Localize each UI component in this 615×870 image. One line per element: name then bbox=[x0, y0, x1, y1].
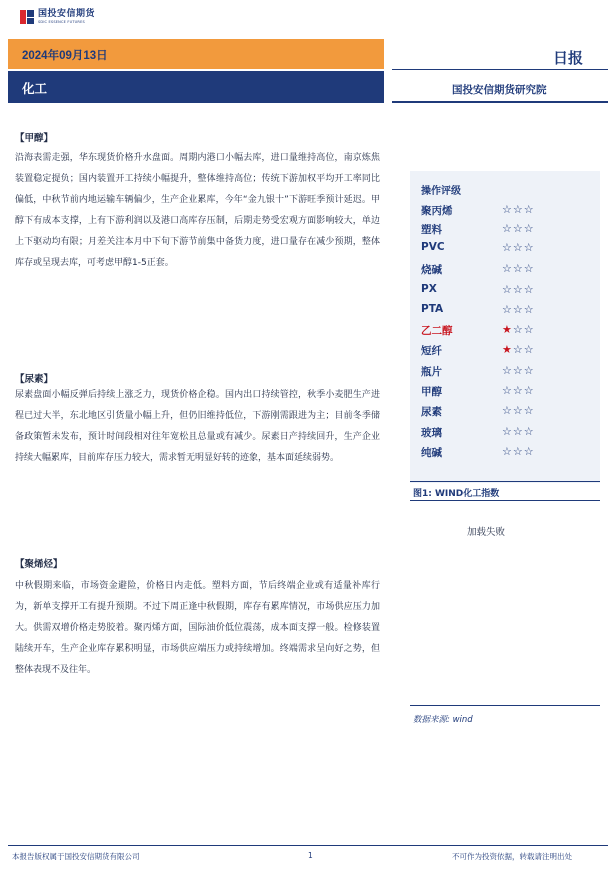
rating-row bbox=[421, 283, 561, 301]
rating-name: 瓶片 bbox=[421, 366, 442, 378]
rating-row bbox=[421, 203, 561, 221]
section-body-urea: 尿素盘面小幅反弹后持续上涨乏力，现货价格企稳。国内出口持续管控，秋季小麦肥生产进程已过大半，东北地区引货量小幅上升，但仍旧维持低位，下游刚需跟进为主；目前冬季储备政策暂未发布，预计时间段相对往年宽松且总量或有减少。尿素日产持续回升，生产企业持续大幅累库，目前库存压力较大，需求暂无明显好转的迹象，基本面延续弱势。 bbox=[15, 390, 380, 463]
section-title-methanol: 【甲醇】 bbox=[15, 133, 54, 144]
star-rating-icon: ☆☆☆ bbox=[502, 203, 535, 216]
rating-row bbox=[421, 425, 561, 443]
star-rating-icon: ☆☆☆ bbox=[502, 445, 535, 458]
rating-row bbox=[421, 222, 561, 240]
rating-row bbox=[421, 384, 561, 402]
star-rating-icon: ☆☆☆ bbox=[502, 384, 535, 397]
company-logo bbox=[20, 10, 95, 25]
section-body-polyolefin: 中秋假期来临，市场资金避险，价格日内走低。塑料方面，节后终端企业或有适量补库行为，新单支撑开工有提升预期。不过下周正逢中秋假期，库存有累库情况，市场供应压力加大。供需双增价格走势胶着。聚丙烯方面，国际油价低位震荡，成本面支撑一般。检修装置陆续开车，生产企业库存累积明显，市场供应端压力或持续增加。终端需求呈向好之势，但整体表现不及往年。 bbox=[15, 581, 380, 675]
page-number: 1 bbox=[308, 851, 313, 860]
rating-name: 聚丙烯 bbox=[421, 205, 453, 217]
rating-name: 塑料 bbox=[421, 224, 442, 236]
rating-row bbox=[421, 303, 561, 321]
figure-top-rule bbox=[410, 481, 600, 482]
rating-row bbox=[421, 343, 561, 361]
figure-load-failed: 加载失败 bbox=[467, 527, 506, 538]
header-bottom-divider bbox=[392, 101, 608, 103]
star-rating-icon: ☆☆☆ bbox=[502, 283, 535, 296]
rating-name: 玻璃 bbox=[421, 427, 442, 439]
star-rating-icon: ★☆☆ bbox=[502, 323, 535, 336]
rating-name: 乙二醇 bbox=[421, 325, 453, 337]
footer-copyright: 本报告版权属于国投安信期货有限公司 bbox=[12, 852, 140, 861]
star-rating-icon: ★☆☆ bbox=[502, 343, 535, 356]
logo-mark-icon bbox=[20, 10, 34, 24]
rating-name: 烧碱 bbox=[421, 264, 442, 276]
rating-row bbox=[421, 404, 561, 422]
star-rating-icon: ☆☆☆ bbox=[502, 404, 535, 417]
sector-bar bbox=[8, 71, 384, 103]
sector-label: 化工 bbox=[22, 81, 48, 96]
star-rating-icon: ☆☆☆ bbox=[502, 222, 535, 235]
rating-row bbox=[421, 241, 561, 259]
rating-row bbox=[421, 364, 561, 382]
rating-panel-title: 操作评级 bbox=[421, 186, 461, 197]
rating-name: PVC bbox=[421, 241, 445, 253]
rating-row bbox=[421, 445, 561, 463]
report-type-title: 日报 bbox=[553, 49, 584, 67]
institute-name: 国投安信期货研究院 bbox=[452, 84, 547, 96]
rating-row bbox=[421, 323, 561, 341]
footer-divider bbox=[8, 845, 608, 846]
section-body-methanol: 沿海表需走强，华东现货价格升水盘面。周期内港口小幅去库，进口量维持高位，南京炼焦装置稳定提负；国内装置开工持续小幅提升，整体维持高位；传统下游加权平均开工率同比偏低，中秋节前内地运输车辆偏少，生产企业累库，今年“金九银十”下游旺季预计延迟。甲醇下有成本支撑，上有下游利润以及港口高库存压制，后期走势受宏观方面影响较大，单边上下驱动均有限；月差关注本月中下旬下游节前集中备货力度，进口量存在减少预期，整体库存或呈现去库，可考虑甲醇1-5正套。 bbox=[15, 153, 380, 268]
figure-caption: 图1: WIND化工指数 bbox=[413, 489, 500, 499]
header-divider bbox=[392, 69, 608, 70]
figure-source: 数据来源: wind bbox=[413, 715, 473, 725]
star-rating-icon: ☆☆☆ bbox=[502, 303, 535, 316]
star-rating-icon: ☆☆☆ bbox=[502, 364, 535, 377]
rating-name: 甲醇 bbox=[421, 386, 442, 398]
section-title-polyolefin: 【聚烯烃】 bbox=[15, 559, 63, 570]
section-title-urea: 【尿素】 bbox=[15, 374, 54, 385]
rating-row bbox=[421, 262, 561, 280]
figure-bottom-rule bbox=[410, 705, 600, 706]
rating-name: PTA bbox=[421, 303, 444, 315]
logo-text-cn: 国投安信期货 bbox=[38, 9, 96, 19]
report-date: 2024年09月13日 bbox=[22, 50, 108, 62]
figure-caption-rule bbox=[410, 500, 600, 501]
star-rating-icon: ☆☆☆ bbox=[502, 241, 535, 254]
star-rating-icon: ☆☆☆ bbox=[502, 262, 535, 275]
footer-disclaimer: 不可作为投资依据，转载请注明出处 bbox=[452, 852, 572, 861]
rating-name: 短纤 bbox=[421, 345, 442, 357]
logo-text-en: SDIC ESSENCE FUTURES bbox=[38, 20, 85, 24]
rating-name: 尿素 bbox=[421, 406, 442, 418]
rating-name: PX bbox=[421, 283, 437, 295]
rating-name: 纯碱 bbox=[421, 447, 442, 459]
star-rating-icon: ☆☆☆ bbox=[502, 425, 535, 438]
